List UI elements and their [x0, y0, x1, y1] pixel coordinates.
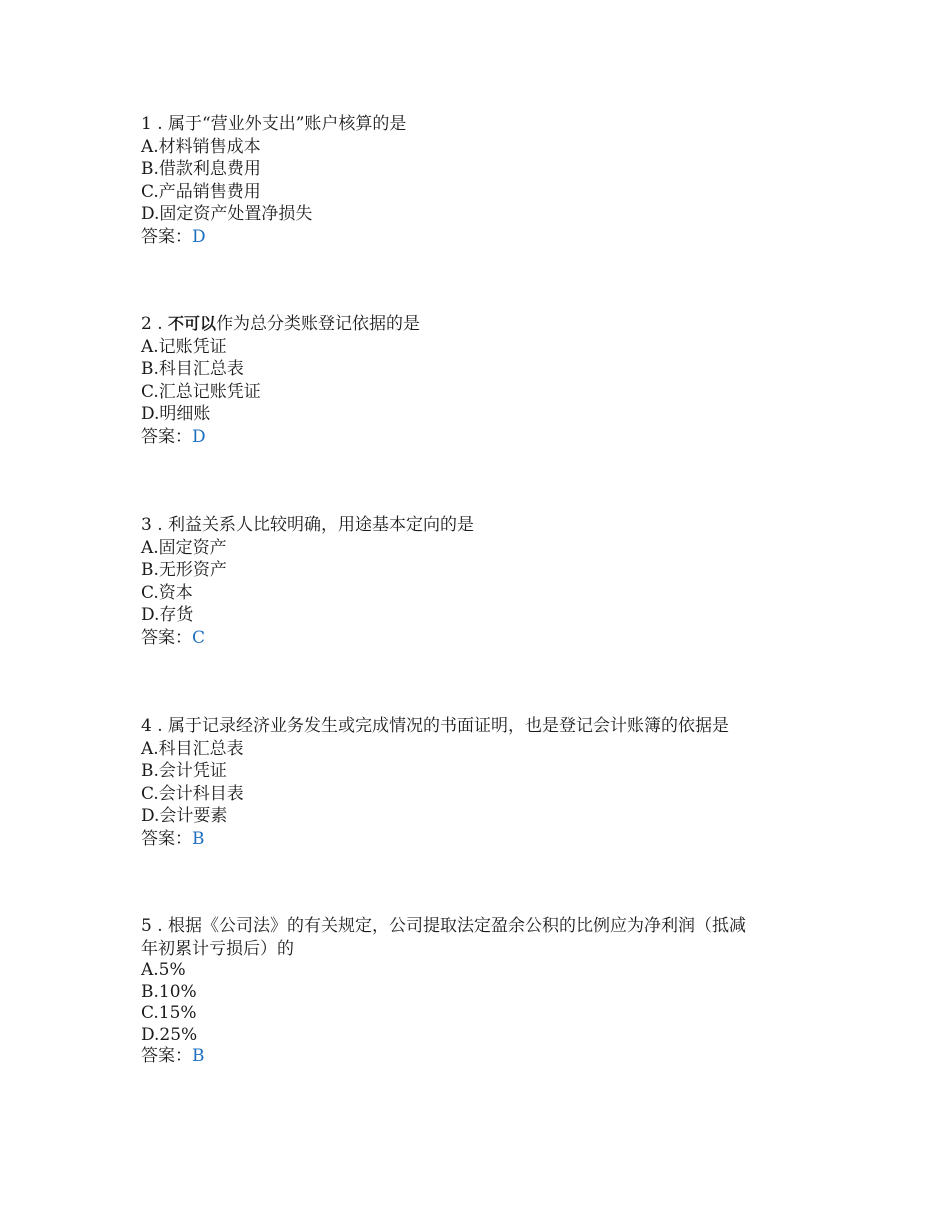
answer-line [141, 426, 811, 449]
question-text-line-1: 根据《公司法》的有关规定，公司提取法定盈余公积的比例应为净利润（抵减 [168, 916, 747, 936]
option-a: A.材料销售成本 [141, 136, 261, 157]
answer-line [141, 226, 811, 249]
question-number: 3 [141, 515, 152, 535]
question-number: 1 [141, 114, 152, 134]
answer-label: 答案： [141, 1046, 192, 1067]
option-d: D.固定资产处置净损失 [141, 204, 313, 225]
option-d: D.明细账 [141, 404, 211, 425]
option-a: A.记账凭证 [141, 336, 227, 357]
option-b: B.科目汇总表 [141, 359, 244, 380]
question-text: 属于记录经济业务发生或完成情况的书面证明，也是登记会计账簿的依据是 [168, 716, 730, 736]
question-emphasis: 不可以 [168, 314, 217, 333]
option-c: C.会计科目表 [141, 783, 244, 804]
answer-line [141, 627, 811, 650]
question-1 [141, 113, 811, 249]
answer-value: D [192, 226, 206, 247]
answer-value: C [192, 627, 206, 648]
question-stem [141, 514, 811, 537]
question-stem [141, 113, 811, 136]
option-b: B.会计凭证 [141, 761, 227, 782]
option-a: A.固定资产 [141, 537, 227, 558]
question-number: 4 [141, 716, 152, 736]
answer-label: 答案： [141, 226, 192, 247]
question-number: 5 [141, 916, 152, 936]
option-a: A.5% [141, 960, 186, 981]
question-text: 作为总分类账登记依据的是 [216, 314, 421, 334]
number-separator: . [151, 114, 169, 134]
option-c: C.汇总记账凭证 [141, 381, 261, 402]
answer-label: 答案： [141, 828, 192, 849]
question-4 [141, 715, 811, 851]
number-separator: . [151, 916, 169, 936]
number-separator: . [151, 314, 169, 334]
question-stem [141, 915, 811, 938]
answer-value: B [192, 1046, 205, 1067]
option-d: D.25% [141, 1024, 198, 1045]
answer-line [141, 1046, 811, 1068]
question-5 [141, 915, 811, 1068]
option-c: C.资本 [141, 582, 193, 603]
option-a: A.科目汇总表 [141, 738, 244, 759]
option-b: B.无形资产 [141, 560, 227, 581]
option-c: C.产品销售费用 [141, 181, 261, 202]
question-stem [141, 313, 811, 336]
answer-label: 答案： [141, 627, 192, 648]
answer-line [141, 828, 811, 851]
number-separator: . [151, 716, 169, 736]
question-3 [141, 514, 811, 650]
question-text: 利益关系人比较明确，用途基本定向的是 [168, 515, 475, 535]
answer-label: 答案： [141, 426, 192, 447]
question-stem [141, 715, 811, 738]
option-b: B.10% [141, 981, 197, 1002]
option-d: D.会计要素 [141, 806, 228, 827]
answer-value: B [192, 828, 205, 849]
option-b: B.借款利息费用 [141, 159, 261, 180]
question-2 [141, 313, 811, 449]
answer-value: D [192, 426, 206, 447]
number-separator: . [151, 515, 169, 535]
question-text-line-2: 年初累计亏损后）的 [141, 938, 294, 959]
option-d: D.存货 [141, 605, 194, 626]
question-number: 2 [141, 314, 152, 334]
question-text: 属于“营业外支出”账户核算的是 [168, 114, 407, 134]
option-c: C.15% [141, 1003, 197, 1024]
